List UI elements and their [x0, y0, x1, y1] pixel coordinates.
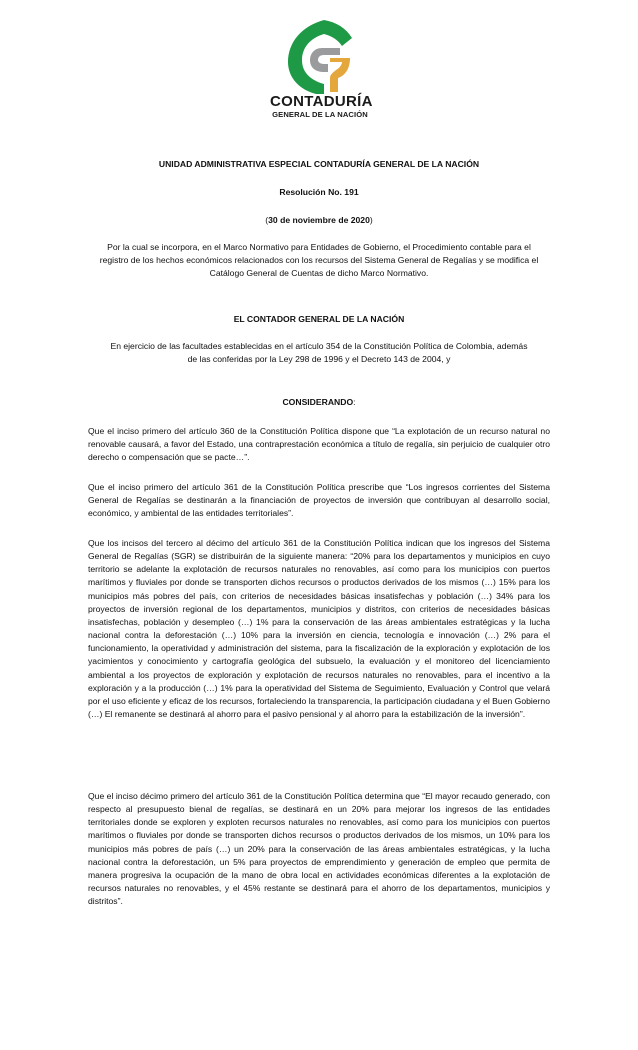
paragraph-1: Que el inciso primero del artículo 360 de la Constitución Política dispone que “La explotación de un recurso natural no renovable causará, a favor del Estado, una contraprestación económica a título de regalía, sin perjuicio de cualquier otro derecho o compensación que se pacte…”.: [88, 426, 550, 463]
resolution-date: 30 de noviembre de 2020: [268, 215, 370, 225]
date-close-paren: ): [369, 215, 373, 225]
paragraph-3: Que los incisos del tercero al décimo del artículo 361 de la Constitución Política indican que los ingresos del Sistema General de Regalías (SGR) se distribuirán de la siguiente manera: “20% para los departamentos y municipios en cuyo territorio se adelante la explotación de recursos naturales no renovables, así como para los municipios con puertos marítimos y fluviales por donde se transporten dichos recursos o productos derivados de los mismos (…) 15% para los municipios más pobres del país, con criterios de necesidades básicas insatisfechas y población (…) 34% para los proyectos de inversión regional de los departamentos, municipios y distritos, con criterios de necesidades básicas insatisfechas, población y desempleo (…) 1% para la conservación de las áreas ambientales estratégicas y la lucha nacional contra la deforestación (…) 10% para la inversión en ciencia, tecnología e innovación (…) 2% para el funcionamiento, la operatividad y administración del sistema, para la fiscalización de la exploración y explotación de los yacimientos y conocimiento y cartografía geológica del subsuelo, la evaluación y el monitoreo del licenciamiento ambiental a los proyectos de exploración y explotación de recursos naturales no renovables, para el incentivo a la exploración y a la producción (…) 1% para la operatividad del Sistema de Seguimiento, Evaluación y Control que velará por el uso eficiente y eficaz de los recursos, fortaleciendo la transparencia, la participación ciudadana y el Buen Gobierno (…) El remanente se destinará al ahorro para el pasivo pensional y al ahorro para la estabilización de la inversión”.: [88, 538, 550, 720]
considerando-title: CONSIDERANDO: [282, 397, 354, 407]
considerando-heading: [88, 396, 550, 409]
considerando-colon: :: [353, 397, 356, 407]
resolution-summary: Por la cual se incorpora, en el Marco Normativo para Entidades de Gobierno, el Procedimiento contable para el registro de los hechos económicos relacionados con los recursos del Sistema General de Regalías y se modifica el Catálogo General de Cuentas de dicho Marco Normativo.: [99, 242, 539, 278]
authority-text: En ejercicio de las facultades establecidas en el artículo 354 de la Constitución Política de Colombia, además de las conferidas por la Ley 298 de 1996 y el Decreto 143 de 2004, y: [110, 341, 528, 364]
resolution-number: Resolución No. 191: [279, 187, 359, 197]
date-open-paren: (: [265, 215, 269, 225]
paragraph-2: Que el inciso primero del artículo 361 de la Constitución Política prescribe que “Los ingresos corrientes del Sistema General de Regalías se destinarán a la financiación de proyectos de inversión que contribuyan al desarrollo social, económico, y ambiental de las entidades territoriales”.: [88, 482, 550, 519]
resolution-date-line: [88, 214, 550, 227]
contaduria-logo: [270, 18, 373, 119]
logo-name: CONTADURÍA: [270, 93, 373, 110]
entity-heading: UNIDAD ADMINISTRATIVA ESPECIAL CONTADURÍA GENERAL DE LA NACIÓN: [158, 159, 480, 169]
contaduria-emblem-icon: [284, 18, 356, 96]
paragraph-4: Que el inciso décimo primero del artículo 361 de la Constitución Política determina que “El mayor recaudo generado, con respecto al presupuesto bienal de regalías, se destinará en un 20% para mejorar los ingresos de las entidades territoriales donde se exploren y exploten recursos naturales no renovables, así como para los municipios con puertos marítimos o fluviales por donde se transporten dichos recursos o productos derivados de los mismos, un 10% para los municipios más pobres de país (…) un 20% para la conservación de las áreas ambientales estratégicas, y la lucha nacional contra la deforestación, un 5% para proyectos de emprendimiento y generación de empleo que permita de manera progresiva la ocupación de la mano de obra local en actividades económicas diferentes a la explotación de recursos naturales no renovables, y el 45% restante se destinará para el ahorro de los departamentos, municipios y distritos”.: [88, 791, 550, 907]
authority-title: EL CONTADOR GENERAL DE LA NACIÓN: [233, 314, 405, 324]
logo-subtitle: GENERAL DE LA NACIÓN: [272, 110, 368, 119]
